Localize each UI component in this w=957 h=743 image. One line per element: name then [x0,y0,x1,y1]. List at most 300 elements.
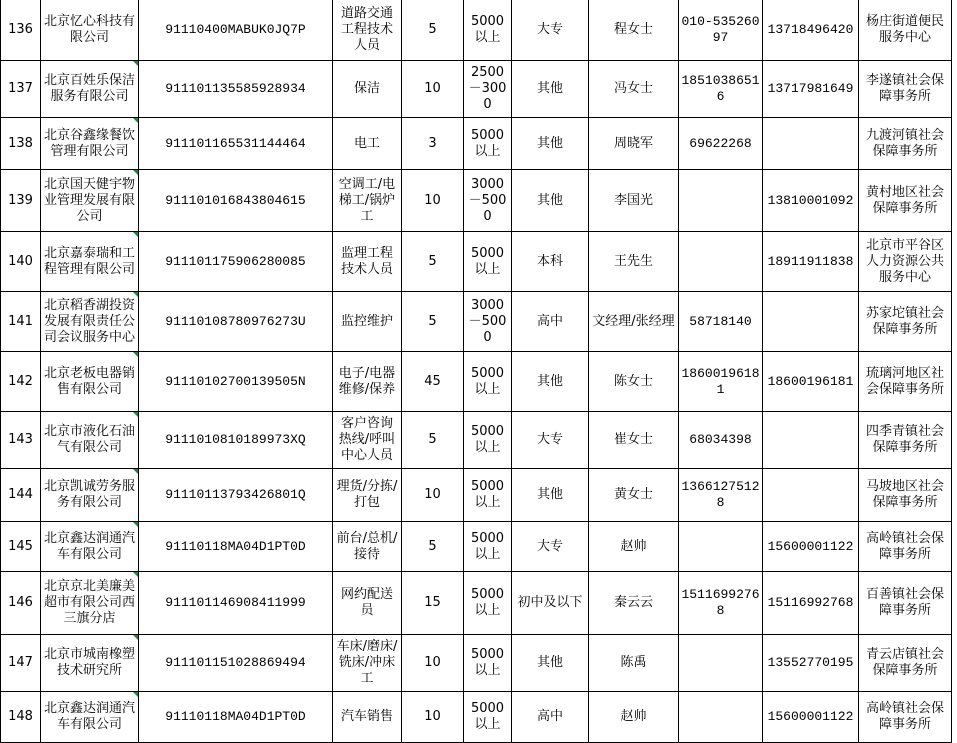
cell-service-agency-text: 青云店镇社会保障事务所 [865,647,944,678]
cell-comment-marker-icon [133,292,138,297]
cell-comment-marker-icon [133,522,138,527]
cell-job-title[interactable] [333,522,402,572]
table-row [1,412,952,469]
cell-credit-code-text: 91110102700139505N [165,373,306,389]
cell-salary-range[interactable] [464,118,512,170]
cell-salary-range-text: 5000以上 [470,530,505,562]
cell-job-title[interactable] [333,412,402,469]
cell-credit-code-text: 911101175906280085 [165,253,306,269]
cell-education-text: 高中 [536,313,563,329]
cell-contact-person[interactable] [589,692,679,743]
cell-mobile[interactable] [763,170,859,232]
cell-contact-person[interactable] [589,118,679,170]
cell-education-text: 大专 [536,432,563,447]
cell-job-title[interactable] [333,635,402,692]
cell-headcount-text: 15 [424,595,441,610]
cell-comment-marker-icon [133,232,138,237]
cell-credit-code[interactable] [139,572,333,635]
cell-credit-code-text: 91110118MA04D1PT0D [165,538,306,554]
cell-service-agency-text: 四季青镇社会保障事务所 [865,424,944,455]
cell-education[interactable] [512,0,589,61]
cell-comment-marker-icon [133,469,138,474]
cell-row-number-text: 141 [8,313,33,329]
cell-service-agency[interactable] [859,232,952,292]
cell-company-name-text: 北京忆心科技有限公司 [43,14,135,45]
cell-salary-range-text: 5000以上 [470,479,505,510]
cell-contact-person-text: 黄女士 [613,487,653,502]
table-row [1,352,952,412]
cell-service-agency[interactable] [859,61,952,118]
cell-company-name-text: 北京市液化石油气有限公司 [43,424,135,455]
table-row [1,0,952,61]
cell-job-title-text: 网约配送员 [340,587,393,618]
cell-service-agency-text: 苏家坨镇社会保障事务所 [865,305,944,337]
cell-service-agency[interactable] [859,469,952,522]
cell-phone[interactable] [679,118,763,170]
cell-headcount[interactable] [402,412,464,469]
cell-education-text: 其他 [536,655,563,670]
cell-contact-person[interactable] [589,352,679,412]
cell-headcount-text: 5 [428,22,437,37]
cell-job-title-text: 监控维护 [340,313,393,329]
cell-salary-range[interactable] [464,412,512,469]
table-row [1,692,952,743]
cell-service-agency[interactable] [859,635,952,692]
cell-job-title[interactable] [333,232,402,292]
cell-job-title[interactable] [333,572,402,635]
cell-row-number[interactable] [1,352,41,412]
cell-education-text: 初中及以下 [517,595,583,610]
cell-service-agency[interactable] [859,170,952,232]
cell-job-title-text: 监理工程技术人员 [340,245,393,277]
cell-row-number-text: 145 [8,538,33,554]
cell-credit-code-text: 911101165531144464 [165,135,306,151]
cell-contact-person[interactable] [589,61,679,118]
cell-credit-code-text: 91110108101899​73XQ [165,432,306,447]
cell-company-name[interactable] [41,0,139,61]
cell-comment-marker-icon [133,692,138,697]
cell-phone[interactable] [679,0,763,61]
cell-education[interactable] [512,292,589,352]
cell-phone[interactable] [679,692,763,743]
cell-row-number-text: 139 [8,192,33,208]
cell-job-title-text: 空调工/电梯工/锅炉工 [338,176,396,224]
cell-mobile[interactable] [763,352,859,412]
cell-headcount-text: 10 [424,709,441,724]
cell-job-title-text: 理货/分拣/打包 [336,479,398,510]
cell-headcount-text: 5 [428,432,437,447]
cell-company-name[interactable] [41,635,139,692]
cell-mobile[interactable] [763,118,859,170]
cell-row-number[interactable] [1,412,41,469]
cell-headcount-text: 45 [424,373,441,389]
cell-phone-text: 15116992768 [681,587,760,618]
cell-headcount[interactable] [402,61,464,118]
cell-row-number[interactable] [1,118,41,170]
cell-education[interactable] [512,469,589,522]
cell-headcount-text: 5 [428,313,437,329]
cell-education-text: 高中 [536,709,563,724]
cell-education[interactable] [512,61,589,118]
cell-service-agency-text: 百善镇社会保障事务所 [865,587,944,618]
cell-service-agency[interactable] [859,412,952,469]
cell-company-name-text: 北京鑫达润通汽车有限公司 [43,701,135,732]
cell-company-name[interactable] [41,412,139,469]
cell-comment-marker-icon [133,635,138,640]
cell-credit-code[interactable] [139,61,333,118]
cell-headcount-text: 10 [424,81,441,96]
cell-contact-person-text: 陈禹 [620,655,647,670]
cell-row-number-text: 140 [8,253,33,269]
cell-mobile-text: 13810001092 [767,192,854,208]
cell-contact-person[interactable] [589,170,679,232]
cell-job-title-text: 汽车销售 [340,709,393,724]
cell-credit-code-text: 911101151028869494 [165,655,306,670]
cell-credit-code[interactable] [139,522,333,572]
cell-company-name[interactable] [41,352,139,412]
cell-comment-marker-icon [133,61,138,66]
cell-company-name-text: 北京国天健宇物业管理发展有限公司 [43,176,135,224]
cell-contact-person[interactable] [589,635,679,692]
cell-mobile[interactable] [763,469,859,522]
cell-contact-person-text: 陈女士 [613,373,653,389]
cell-phone-text: 13661275128 [681,479,760,510]
cell-mobile-text: 13718496420 [767,22,854,37]
cell-service-agency-text: 北京市平谷区人力资源公共服务中心 [865,237,944,285]
cell-phone-text: 010-53526097 [681,14,760,45]
cell-row-number-text: 142 [8,373,33,389]
cell-service-agency[interactable] [859,0,952,61]
cell-education[interactable] [512,635,589,692]
cell-education[interactable] [512,118,589,170]
cell-credit-code-text: 91110118MA04D1PT0D [165,709,306,724]
cell-phone[interactable] [679,292,763,352]
cell-comment-marker-icon [133,170,138,175]
cell-service-agency[interactable] [859,118,952,170]
cell-salary-range[interactable] [464,170,512,232]
cell-company-name-text: 北京京北美廉美超市有限公司西三旗分店 [43,579,135,626]
cell-education-text: 本科 [536,253,563,269]
cell-education-text: 其他 [536,373,563,389]
cell-mobile[interactable] [763,635,859,692]
cell-row-number[interactable] [1,292,41,352]
cell-education-text: 大专 [536,22,563,37]
cell-row-number-text: 137 [8,81,33,96]
cell-row-number[interactable] [1,522,41,572]
cell-company-name[interactable] [41,292,139,352]
cell-contact-person[interactable] [589,469,679,522]
cell-phone[interactable] [679,170,763,232]
cell-headcount[interactable] [402,692,464,743]
cell-mobile-text: 18600196181 [767,373,854,389]
cell-company-name[interactable] [41,61,139,118]
cell-credit-code[interactable] [139,635,333,692]
cell-row-number-text: 148 [8,709,33,724]
cell-headcount[interactable] [402,292,464,352]
cell-contact-person-text: 冯女士 [613,81,653,96]
cell-credit-code[interactable] [139,412,333,469]
cell-mobile[interactable] [763,692,859,743]
cell-phone-text: 68034398 [689,432,752,447]
cell-job-title-text: 前台/总机/接待 [336,530,398,562]
cell-service-agency[interactable] [859,292,952,352]
cell-row-number-text: 136 [8,22,33,37]
cell-headcount[interactable] [402,118,464,170]
cell-company-name[interactable] [41,469,139,522]
cell-headcount-text: 5 [428,538,437,554]
cell-headcount-text: 10 [424,655,441,670]
cell-salary-range-text: 5000以上 [470,424,505,455]
cell-phone-text: 18510386516 [681,73,760,104]
cell-credit-code[interactable] [139,232,333,292]
cell-service-agency-text: 琉璃河地区社会保障事务所 [865,365,944,397]
cell-salary-range-text: 5000以上 [470,245,505,277]
cell-headcount[interactable] [402,0,464,61]
cell-salary-range[interactable] [464,232,512,292]
cell-company-name[interactable] [41,170,139,232]
cell-row-number-text: 143 [8,432,33,447]
cell-education-text: 其他 [536,487,563,502]
cell-education[interactable] [512,412,589,469]
cell-row-number[interactable] [1,692,41,743]
table-row [1,522,952,572]
cell-education-text: 其他 [536,135,563,151]
cell-credit-code-text: 911101135585928934 [165,81,306,96]
cell-education[interactable] [512,572,589,635]
cell-service-agency-text: 马坡地区社会保障事务所 [865,479,944,510]
cell-salary-range-text: 3000－5000 [468,176,507,224]
cell-service-agency-text: 杨庄街道便民服务中心 [865,14,944,45]
cell-company-name[interactable] [41,692,139,743]
cell-mobile-text: 15116992768 [767,595,854,610]
cell-headcount[interactable] [402,522,464,572]
cell-job-title-text: 电子/电器维修/保养 [338,365,396,397]
cell-row-number[interactable] [1,232,41,292]
cell-headcount[interactable] [402,635,464,692]
cell-headcount-text: 5 [428,253,437,269]
cell-credit-code[interactable] [139,292,333,352]
cell-salary-range[interactable] [464,292,512,352]
cell-comment-marker-icon [133,572,138,577]
cell-job-title[interactable] [333,61,402,118]
cell-headcount[interactable] [402,170,464,232]
cell-headcount-text: 3 [428,135,437,151]
cell-phone[interactable] [679,635,763,692]
cell-education[interactable] [512,232,589,292]
cell-phone-text: 58718140 [689,313,752,329]
cell-contact-person-text: 赵帅 [620,709,647,724]
cell-job-title[interactable] [333,292,402,352]
cell-contact-person-text: 赵帅 [620,538,647,554]
cell-service-agency[interactable] [859,522,952,572]
cell-phone-text: 69622268 [689,135,752,151]
cell-company-name-text: 北京嘉泰瑞和工程管理有限公司 [43,245,135,277]
cell-salary-range-text: 5000以上 [470,365,505,397]
cell-education[interactable] [512,692,589,743]
cell-mobile[interactable] [763,232,859,292]
cell-contact-person-text: 程女士 [613,22,653,37]
cell-phone-text: 18600196181 [681,365,760,397]
cell-credit-code[interactable] [139,0,333,61]
cell-comment-marker-icon [133,118,138,123]
cell-mobile[interactable] [763,61,859,118]
cell-row-number-text: 144 [8,487,33,502]
cell-phone[interactable] [679,412,763,469]
cell-salary-range[interactable] [464,572,512,635]
cell-mobile[interactable] [763,412,859,469]
table-row [1,292,952,352]
cell-service-agency[interactable] [859,692,952,743]
cell-contact-person-text: 秦云云 [613,595,653,610]
cell-company-name-text: 北京谷鑫缘餐饮管理有限公司 [43,127,135,159]
cell-education[interactable] [512,170,589,232]
cell-job-title-text: 车床/磨床/铣床/冲床工 [336,639,398,686]
cell-contact-person[interactable] [589,522,679,572]
cell-mobile-text: 15600001122 [767,538,854,554]
cell-service-agency[interactable] [859,352,952,412]
cell-salary-range-text: 2500－3000 [468,65,507,112]
cell-credit-code-text: 91110400MABUK0JQ7P [165,22,306,37]
cell-comment-marker-icon [133,352,138,357]
cell-job-title-text: 客户咨询热线/呼叫中心人员 [338,416,396,463]
cell-service-agency-text: 高岭镇社会保障事务所 [865,530,944,562]
cell-contact-person[interactable] [589,412,679,469]
cell-salary-range-text: 5000以上 [470,14,505,45]
cell-mobile-text: 18911911838 [767,253,854,269]
cell-contact-person-text: 周晓军 [613,135,653,151]
cell-job-title[interactable] [333,469,402,522]
cell-salary-range-text: 5000以上 [470,127,505,159]
cell-contact-person[interactable] [589,292,679,352]
cell-salary-range[interactable] [464,0,512,61]
cell-row-number[interactable] [1,572,41,635]
cell-education-text: 大专 [536,538,563,554]
table-row [1,572,952,635]
cell-contact-person-text: 文经理/张经理 [592,313,675,329]
cell-job-title-text: 电工 [353,135,380,151]
cell-phone[interactable] [679,522,763,572]
cell-headcount[interactable] [402,232,464,292]
cell-row-number[interactable] [1,61,41,118]
cell-salary-range-text: 3000－5000 [468,297,507,345]
table-row [1,118,952,170]
cell-headcount[interactable] [402,352,464,412]
cell-salary-range-text: 5000以上 [470,701,505,732]
table-row [1,170,952,232]
cell-row-number[interactable] [1,0,41,61]
cell-credit-code[interactable] [139,170,333,232]
cell-company-name[interactable] [41,572,139,635]
cell-company-name-text: 北京凯诚劳务服务有限公司 [43,479,135,510]
table-row [1,469,952,522]
cell-company-name-text: 北京鑫达润通汽车有限公司 [43,530,135,562]
cell-contact-person[interactable] [589,572,679,635]
cell-credit-code[interactable] [139,692,333,743]
cell-credit-code-text: 91110108780976273U [165,313,306,329]
cell-mobile[interactable] [763,522,859,572]
table-row [1,635,952,692]
cell-mobile-text: 13717981649 [767,81,854,96]
cell-phone[interactable] [679,61,763,118]
cell-contact-person[interactable] [589,232,679,292]
cell-service-agency-text: 高岭镇社会保障事务所 [865,701,944,732]
cell-mobile[interactable] [763,572,859,635]
cell-headcount-text: 10 [424,192,441,208]
cell-job-title-text: 保洁 [353,81,380,96]
cell-service-agency-text: 黄村地区社会保障事务所 [865,184,944,216]
cell-service-agency[interactable] [859,572,952,635]
cell-company-name-text: 北京稻香湖投资发展有限责任公司会议服务中心 [43,297,135,345]
cell-job-title[interactable] [333,118,402,170]
cell-headcount[interactable] [402,469,464,522]
cell-credit-code-text: 91110113793426801Q [165,487,306,502]
cell-phone[interactable] [679,469,763,522]
cell-headcount[interactable] [402,572,464,635]
cell-mobile-text: 13552770195 [767,655,854,670]
cell-job-title[interactable] [333,352,402,412]
cell-salary-range[interactable] [464,469,512,522]
cell-credit-code-text: 911101016843804615 [165,192,306,208]
cell-contact-person-text: 王先生 [613,253,653,269]
cell-education[interactable] [512,522,589,572]
cell-mobile[interactable] [763,0,859,61]
cell-row-number-text: 147 [8,655,33,670]
cell-salary-range-text: 5000以上 [470,647,505,678]
cell-education-text: 其他 [536,81,563,96]
cell-mobile-text: 15600001122 [767,709,854,724]
cell-credit-code[interactable] [139,469,333,522]
cell-salary-range[interactable] [464,692,512,743]
cell-phone[interactable] [679,352,763,412]
cell-phone[interactable] [679,572,763,635]
cell-credit-code-text: 911101146908411999 [165,595,306,610]
cell-contact-person[interactable] [589,0,679,61]
cell-company-name[interactable] [41,232,139,292]
cell-mobile[interactable] [763,292,859,352]
cell-credit-code[interactable] [139,352,333,412]
cell-salary-range-text: 5000以上 [470,587,505,618]
cell-job-title[interactable] [333,170,402,232]
cell-row-number[interactable] [1,469,41,522]
cell-row-number[interactable] [1,635,41,692]
cell-salary-range[interactable] [464,522,512,572]
cell-job-title-text: 道路交通工程技术人员 [340,6,393,53]
table-body [1,0,952,743]
cell-education[interactable] [512,352,589,412]
cell-company-name-text: 北京市城南橡塑技术研究所 [43,647,135,678]
cell-row-number[interactable] [1,170,41,232]
cell-row-number-text: 146 [8,595,33,610]
cell-row-number-text: 138 [8,135,33,151]
cell-company-name-text: 北京老板电器销售有限公司 [43,365,135,397]
cell-salary-range[interactable] [464,352,512,412]
cell-company-name[interactable] [41,522,139,572]
cell-service-agency-text: 九渡河镇社会保障事务所 [865,127,944,159]
cell-service-agency-text: 李遂镇社会保障事务所 [865,73,944,104]
cell-education-text: 其他 [536,192,563,208]
table-row [1,232,952,292]
cell-comment-marker-icon [133,412,138,417]
cell-job-title[interactable] [333,692,402,743]
cell-company-name-text: 北京百姓乐保洁服务有限公司 [43,73,135,104]
cell-phone[interactable] [679,232,763,292]
cell-salary-range[interactable] [464,635,512,692]
cell-salary-range[interactable] [464,61,512,118]
cell-contact-person-text: 崔女士 [613,432,653,447]
cell-credit-code[interactable] [139,118,333,170]
cell-company-name[interactable] [41,118,139,170]
cell-job-title[interactable] [333,0,402,61]
